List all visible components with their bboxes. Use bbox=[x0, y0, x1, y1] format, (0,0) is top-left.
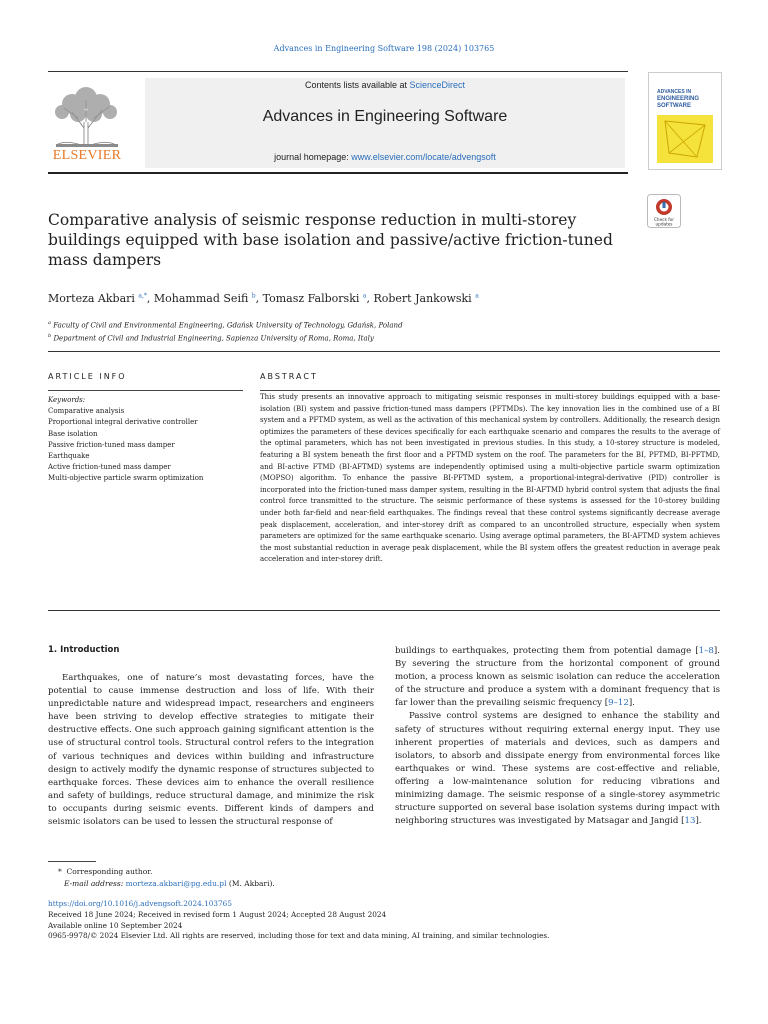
corresponding-note bbox=[58, 866, 658, 878]
abstract-bottom-rule bbox=[48, 610, 720, 611]
email-label: E-mail address: bbox=[64, 879, 126, 888]
author-name[interactable]: Mohammad Seifi bbox=[153, 292, 249, 305]
section-heading-introduction: 1. Introduction bbox=[48, 645, 120, 655]
header-rule-bottom bbox=[48, 172, 628, 174]
keywords-label: Keywords: bbox=[48, 396, 86, 404]
keyword-item: Passive friction-tuned mass damper bbox=[48, 440, 175, 449]
copyright: 0965-9978/© 2024 Elsevier Ltd. All rights are reserved, including those for text and data mining, AI training, and similar technologies. bbox=[48, 931, 550, 941]
corresponding-mark: * bbox=[58, 867, 62, 876]
contents-line bbox=[145, 80, 625, 90]
affiliation-item bbox=[48, 331, 648, 344]
author-sup[interactable]: b bbox=[251, 292, 256, 300]
email-link[interactable]: morteza.akbari@pg.edu.pl bbox=[125, 879, 227, 888]
text-run: ]. bbox=[695, 816, 702, 827]
cover-title-line: ENGINEERING bbox=[657, 96, 700, 102]
title-line: buildings equipped with base isolation and passive/active friction-tuned bbox=[48, 231, 613, 249]
affiliation-sup: a bbox=[48, 320, 51, 326]
journal-cover-thumbnail[interactable] bbox=[648, 72, 722, 170]
author-name[interactable]: Morteza Akbari bbox=[48, 292, 135, 305]
author-sup[interactable]: a bbox=[475, 292, 479, 300]
keyword-item: Comparative analysis bbox=[48, 407, 125, 416]
journal-citation[interactable]: Advances in Engineering Software 198 (2024) 103765 bbox=[273, 44, 495, 53]
contents-prefix: Contents lists available at bbox=[304, 80, 410, 90]
body-column-right bbox=[395, 645, 720, 828]
abstract-rule bbox=[260, 390, 720, 391]
author-name[interactable]: Robert Jankowski bbox=[373, 292, 472, 305]
text-run: buildings to earthquakes, protecting them from potential damage [ bbox=[395, 646, 699, 656]
body-column-left bbox=[48, 672, 374, 829]
publication-info bbox=[48, 899, 728, 942]
text-run: ]. bbox=[628, 698, 635, 709]
cover-title bbox=[657, 89, 699, 110]
received-dates: Received 18 June 2024; Received in revised form 1 August 2024; Accepted 28 August 2024 bbox=[48, 909, 387, 919]
reference-link[interactable]: 9–12 bbox=[608, 698, 629, 709]
svg-text:Check for: Check for bbox=[654, 217, 674, 222]
doi-link[interactable]: https://doi.org/10.1016/j.advengsoft.2024.103765 bbox=[48, 899, 232, 908]
title-line: mass dampers bbox=[48, 251, 162, 269]
email-note bbox=[58, 878, 658, 890]
author-name[interactable]: Tomasz Falborski bbox=[262, 292, 360, 305]
footnotes bbox=[58, 866, 658, 890]
corresponding-text: Corresponding author. bbox=[66, 867, 153, 876]
keywords-list bbox=[48, 395, 248, 485]
article-title bbox=[48, 210, 618, 270]
keyword-item: Proportional integral derivative controller bbox=[48, 418, 198, 427]
article-info-heading: ARTICLE INFO bbox=[48, 372, 127, 381]
email-suffix: (M. Akbari). bbox=[226, 879, 275, 888]
author-sup[interactable]: a,* bbox=[138, 292, 147, 300]
body-paragraph: Earthquakes, one of nature’s most devastating forces, have the potential to cause immense destruction and loss of life. With their unpredictable nature and widespread impact, researchers and engineers have been striving to develop effective strategies to mitigate their destructive effects. One such approach gaining significant attention is the use of structural control tools. Structural control refers to the integration of various techniques and devices within building and infrastructure design to actively modify the dynamic response of structures subjected to earthquake forces. These devices aim to enhance the overall resilience and safety of buildings, reduce structural damage, and minimize the risk to occupants during seismic events. Different kinds of dampers and seismic isolators can be used to lessen the structural response of bbox=[48, 673, 374, 828]
abstract-text: This study presents an innovative approach to mitigating seismic responses in multi-storey buildings equipped with a base-isolation (BI) system and passive friction-tuned mass dampers (PFTMDs). The key innovation lies in the combined use of a BI system and a PFTMD system, as well as the activation of this mechanical system by controllers. Additionally, the research design optimizes the parameters of these devices specifically for each earthquake scenario and compares the results to the average of the optimal parameters, which has not been investigated in previous studies. In this study, a 10-storey structure is modeled, featuring a BI system beneath the first floor and a PFTMD system on the roof. The parameters for the BI, PFTMD, BI-PFTMD, and BI-active FTMD (BI-AFTMD) systems are independently optimised using a multi-objective particle swarm optimization (MOPSO) algorithm. To enhance the passive BI-PFTMD system, a proportional-integral-derivative (PID) controller is incorporated into the friction-tuned mass damper system, resulting in the BI-AFTMD hybrid control system that adjusts the final control force transmitted to the structure. The seismic performance of these systems is assessed for the 10-storey building under both far-field and near-field earthquakes. The findings reveal that these control systems significantly decrease average peak displacement, acceleration, and inter-storey drift as compared to an uncontrolled structure, especially when system parameters are optimized for the same earthquake scenario. Using average optimal parameters, the BI-AFTMD system achieves the most substantial reduction in average peak displacement, while the BI system offers the greatest reduction in average peak acceleration and inter-storey drift. bbox=[260, 393, 720, 564]
homepage-prefix: journal homepage: bbox=[274, 152, 352, 162]
affiliations-rule bbox=[48, 351, 720, 352]
header-rule-top bbox=[48, 71, 628, 72]
svg-text:updates: updates bbox=[655, 221, 673, 227]
cover-pattern-icon bbox=[657, 115, 713, 163]
keyword-item: Base isolation bbox=[48, 429, 98, 438]
journal-homepage bbox=[145, 152, 625, 162]
affiliations bbox=[48, 318, 648, 345]
text-run: Passive control systems are designed to enhance the stability and safety of structures without requiring external energy input. They use inherent properties of materials and devices, such as dampers and isolators, to absorb and dissipate energy from environmental forces like earthquakes or wind. These systems are cost-effective and reliable, offering a low-maintenance solution for reducing vibrations and minimizing damage. The seismic response of a single-storey asymmetric structure supported on several base isolation systems during impact with neighboring structures was investigated by Matsagar and Jangid [ bbox=[395, 711, 720, 827]
keyword-item: Earthquake bbox=[48, 452, 90, 461]
reference-link[interactable]: 13 bbox=[684, 816, 696, 827]
author-sup[interactable]: a bbox=[362, 292, 367, 300]
affiliation-text: Department of Civil and Industrial Engineering, Sapienza University of Roma, Roma, Italy bbox=[53, 334, 374, 343]
body-paragraph bbox=[395, 645, 720, 710]
author-list: Morteza Akbari $^{a,*}$, Mohammad Seifi $^b$, Tomasz Falborski $^a$, Robert Jankowski $^a$ bbox=[48, 292, 479, 305]
abstract-heading: ABSTRACT bbox=[260, 372, 318, 381]
affiliation-sup: b bbox=[48, 333, 52, 340]
homepage-link[interactable]: www.elsevier.com/locate/advengsoft bbox=[351, 152, 496, 162]
footnote-rule bbox=[48, 861, 96, 862]
reference-link[interactable]: 1–8 bbox=[698, 646, 714, 656]
cover-title-line: ADVANCES IN bbox=[657, 89, 692, 95]
sciencedirect-link[interactable]: ScienceDirect bbox=[409, 80, 466, 90]
keyword-item: Active friction-tuned mass damper bbox=[48, 463, 171, 472]
elsevier-wordmark: ELSEVIER bbox=[52, 148, 122, 163]
body-paragraph bbox=[395, 710, 720, 828]
text-run: ]. By severing the structure from the horizontal component of ground motion, a process known as seismic isolation can reduce the acceleration of the structure and produce a system with a dominant frequency that is far lower than the prevailing seismic frequency [ bbox=[395, 646, 720, 709]
title-line: Comparative analysis of seismic response reduction in multi-storey bbox=[48, 211, 577, 229]
cover-art bbox=[657, 115, 713, 163]
affiliation-text: Faculty of Civil and Environmental Engineering, Gdańsk University of Technology, Gdańsk, Poland bbox=[53, 321, 403, 330]
keyword-item: Multi-objective particle swarm optimization bbox=[48, 474, 204, 483]
available-online: Available online 10 September 2024 bbox=[48, 920, 183, 930]
article-info-rule bbox=[48, 390, 243, 391]
journal-title: Advances in Engineering Software bbox=[262, 108, 508, 125]
cover-title-line: SOFTWARE bbox=[657, 103, 691, 109]
affiliation-item bbox=[48, 318, 648, 331]
check-for-updates-icon[interactable] bbox=[647, 194, 681, 228]
